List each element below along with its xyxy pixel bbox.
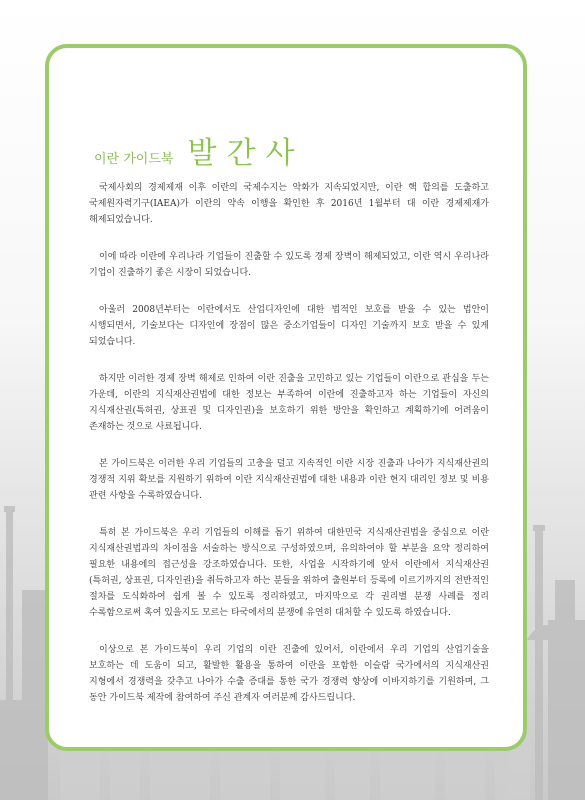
page-title: 발간사: [187, 136, 305, 171]
paragraph: 본 가이드북은 이러한 우리 기업들의 고충을 덜고 지속적인 이란 시장 진출과 나아가 지식재산권의 경쟁적 지위 확보를 지원하기 위하여 이란 지식재산권법에 대한 내용과 이란 현지 대리인 정보 및 비용 관련 사항을 수록하였습니다.: [89, 459, 489, 501]
content-panel: [45, 44, 527, 751]
paragraph: 국제사회의 경제제재 이후 이란의 국제수지는 악화가 지속되었지만, 이란 핵 합의를 도출하고 국제원자력기구(IAEA)가 이란의 약속 이행을 확인한 후 2016년 1월부터 대 이란 경제제재가 해제되었습니다.: [89, 183, 489, 225]
paragraph: 이상으로 본 가이드북이 우리 기업의 이란 진출에 있어서, 이란에서 우리 기업의 산업기술을 보호하는 데 도움이 되고, 활발한 활용을 통하여 이란을 포함한 이슬람 국가에서의 지식재산권 지형에서 경쟁력을 갖추고 나아가 수출 증대를 통한 국가 경쟁력 향상에 이바지하기를 기원하며, 그 동안 가이드북 제작에 참여하여 주신 관계자 여러분께 감사드립니다.: [89, 645, 489, 703]
title-row: [94, 128, 304, 172]
paragraph: 특히 본 가이드북은 우리 기업들의 이해를 돕기 위하여 대한민국 지식재산권법을 중심으로 이란 지식재산권법과의 차이점을 서술하는 방식으로 구성하였으며, 유의하여야 할 부분을 요약 정리하여 필요한 내용에의 접근성을 강조하였습니다. 또한, 사업을 시작하기에 앞서 이란에서 지식재산권(특허권, 상표권, 디자인권)을 취득하고자 하는 분들을 위하여 출원부터 등록에 이르기까지의 전반적인 절차를 도식화하여 쉽게 볼 수 있도록 정리하였고, 마지막으로 각 권리별 분쟁 사례를 정리 수록함으로써 혹여 있을지도 모르는 타국에서의 분쟁에 유연히 대처할 수 있도록 하였습니다.: [89, 528, 489, 618]
paragraph: 하지만 이러한 경제 장벽 해제로 인하여 이란 진출을 고민하고 있는 기업들이 이란으로 관심을 두는 가운데, 이란의 지식재산권법에 대한 정보는 부족하여 이란에 진출하고자 하는 기업들이 자신의 지식재산권(특허권, 상표권 및 디자인권)을 보호하기 위한 방안을 확인하고 계획하기에 어려움이 존재하는 것으로 사료됩니다.: [89, 374, 489, 432]
paragraph: 아울러 2008년부터는 이란에서도 산업디자인에 대한 법적인 보호를 받을 수 있는 법안이 시행되면서, 기술보다는 디자인에 장점이 많은 중소기업들이 디자인 기술까지 보호 받을 수 있게 되었습니다.: [89, 305, 489, 347]
paragraph: 이에 따라 이란에 우리나라 기업들이 진출할 수 있도록 경제 장벽이 해제되었고, 이란 역시 우리나라 기업이 진출하기 좋은 시장이 되었습니다.: [89, 252, 489, 278]
body-text: [89, 180, 489, 727]
guidebook-subtitle: 이란 가이드북: [94, 152, 174, 167]
